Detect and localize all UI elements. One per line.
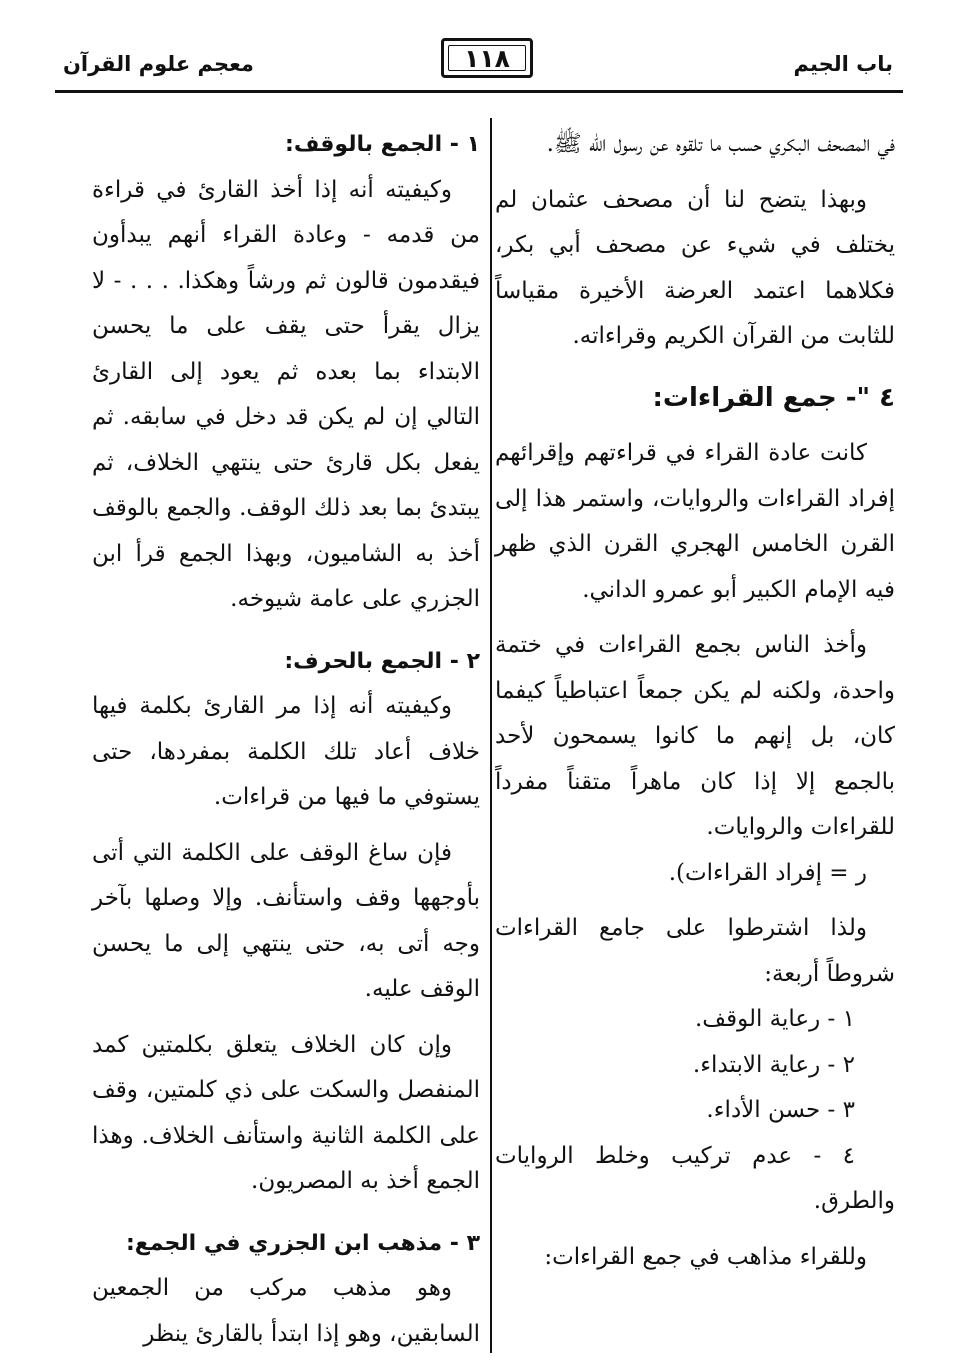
header-rule xyxy=(55,90,903,93)
section-heading: ١ - الجمع بالوقف: xyxy=(285,132,480,157)
list-item: ٢ - رعاية الابتداء. xyxy=(692,1051,855,1078)
section-heading: ٢ - الجمع بالحرف: xyxy=(284,648,480,674)
left-column xyxy=(92,122,480,1357)
right-column xyxy=(495,122,895,1280)
cross-reference: ر = إفراد القراءات). xyxy=(668,859,867,886)
paragraph: كانت عادة القراء في قراءتهم وإقرائهم إفراد القراءات والروايات، واستمر هذا إلى القرن الخامس الهجري القرن الذي ظهر فيه الإمام الكبير أبو عمرو الداني. xyxy=(495,440,895,603)
paragraph: وأخذ الناس بجمع القراءات في ختمة واحدة، ولكنه لم يكن جمعاً اعتباطياً كيفما كان، بل إنهم ما كانوا يسمحون لأحد بالجمع إلا إذا كان ماهراً متقناً مفرداً للقراءات والروايات. xyxy=(495,632,895,840)
section-heading: ٣ - مذهب ابن الجزري في الجمع: xyxy=(125,1230,480,1256)
paragraph: وكيفيته أنه إذا أخذ القارئ في قراءة من قدمه - وعادة القراء أنهم يبدأون فيقدمون قالون ثم ورشاً وهكذا. . . . - لا يزال يقرأ حتى يقف على ما يحسن الابتداء بما بعده ثم يعود إلى القارئ التالي إن لم يكن قد دخل في سابقه. ثم يفعل بكل قارئ حتى ينتهي الخلاف، ثم يبتدئ بما بعد ذلك الوقف. والجمع بالوقف أخذ به الشاميون، وبهذا الجمع قرأ ابن الجزري على عامة شيوخه. xyxy=(92,176,480,612)
chapter-title: باب الجيم xyxy=(793,52,893,76)
list-item: ١ - رعاية الوقف. xyxy=(694,1006,855,1032)
paragraph: وكيفيته أنه إذا مر القارئ بكلمة فيها خلاف أعاد تلك الكلمة بمفردها، حتى يستوفي ما فيها من قراءات. xyxy=(92,693,480,810)
paragraph: وللقراء مذاهب في جمع القراءات: xyxy=(544,1243,867,1270)
book-title: معجم علوم القرآن xyxy=(63,52,254,76)
page-number: ١١٨ xyxy=(464,43,510,73)
paragraph: وهو مذهب مركب من الجمعين السابقين، وهو إذا ابتدأ بالقارئ ينظر xyxy=(92,1275,480,1347)
paragraph: في المصحف البكري حسب ما تلقوه عن رسول الله ﷺ. xyxy=(546,131,895,157)
paragraph: ولذا اشترطوا على جامع القراءات شروطاً أربعة: xyxy=(495,915,895,987)
list-item: ٤ - عدم تركيب وخلط الروايات والطرق. xyxy=(495,1142,895,1214)
list-item: ٣ - حسن الأداء. xyxy=(706,1097,855,1123)
paragraph: فإن ساغ الوقف على الكلمة التي أتى بأوجهها وقف واستأنف. وإلا وصلها بآخر وجه أتى به، حتى ينتهي إلى ما يحسن الوقف عليه. xyxy=(92,839,480,1002)
paragraph: وإن كان الخلاف يتعلق بكلمتين كمد المنفصل والسكت على ذي كلمتين، وقف على الكلمة الثانية واستأنف الخلاف. وهذا الجمع أخذ به المصريون. xyxy=(92,1031,480,1194)
paragraph: وبهذا يتضح لنا أن مصحف عثمان لم يختلف في شيء عن مصحف أبي بكر، فكلاهما اعتمد العرضة الأخيرة مقياساً للثابت من القرآن الكريم وقراءاته. xyxy=(495,186,895,349)
section-heading: ٤ "- جمع القراءات: xyxy=(652,382,895,413)
column-divider xyxy=(490,118,492,1353)
page-header xyxy=(55,38,903,88)
page-number-box xyxy=(441,38,533,78)
